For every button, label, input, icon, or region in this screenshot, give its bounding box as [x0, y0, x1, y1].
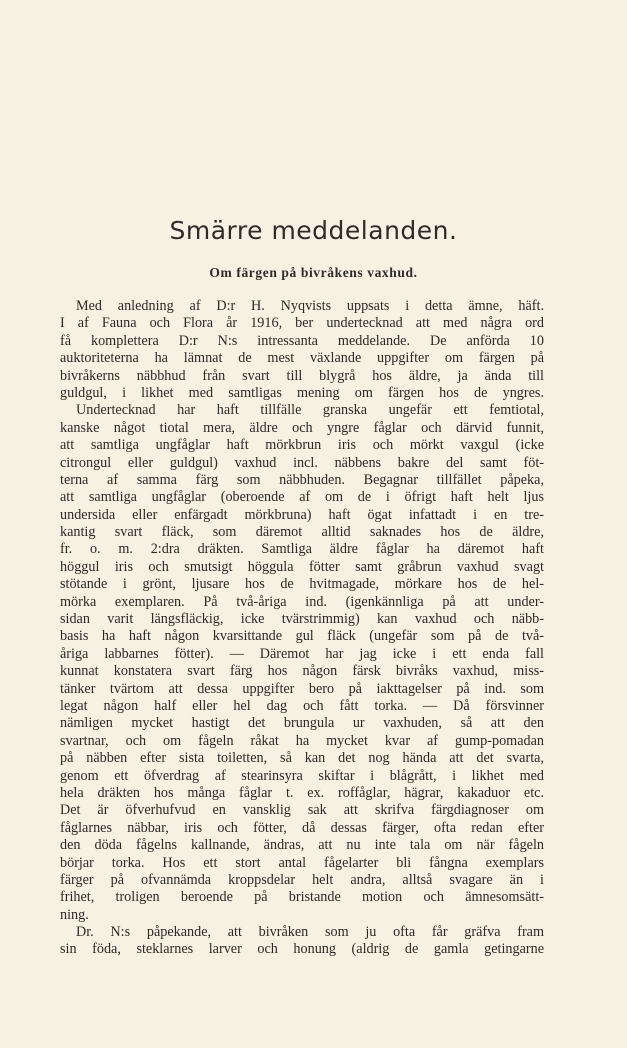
text-line: ning. — [60, 906, 89, 923]
text-line: genom ett öfverdrag af stearinsyra skiftar i blågrått, i likhet med — [60, 767, 544, 784]
section-heading: Smärre meddelanden. — [169, 216, 458, 245]
article-title: Om färgen på bivråkens vaxhud. — [209, 265, 418, 280]
text-line: färger på ofvannämda kroppsdelar helt andra, alltså svagare än i — [60, 871, 544, 888]
text-line: kantig svart fläck, som däremot alltid saknades hos de äldre, — [60, 524, 544, 541]
text-line: undersida eller enfärgadt mörkbruna) haft ögat infattadt i en tre- — [60, 506, 544, 523]
text-line: nämligen mycket hastigt det brungula ur vaxhuden, så att den — [60, 715, 544, 732]
text-line: Dr. N:s påpekande, att bivråken som ju ofta får gräfva fram — [76, 924, 544, 941]
text-line: stötande i grönt, ljusare hos de hvitmagade, mörkare hos de hel- — [60, 576, 544, 593]
text-line: svartnar, och om fågeln råkat ha mycket kvar af gump-pomadan — [60, 732, 544, 749]
text-line: I af Fauna och Flora år 1916, ber undertecknad att med några ord — [60, 315, 544, 332]
text-line: guldgul, i likhet med samtligas mening om färgen hos de yngres. — [60, 384, 544, 401]
text-line: Det är öfverhufvud en vansklig sak att skrifva färgdiagnoser om — [60, 802, 544, 819]
text-line: mörka exemplaren. På två-åriga ind. (igenkännliga på att under- — [60, 593, 544, 610]
text-line: kanske något tiotal mera, äldre och yngre fåglar och därvid funnit, — [60, 419, 544, 436]
text-line: basis ha haft någon kvarsittande gul fläck (ungefär som på de två- — [60, 628, 544, 645]
text-line: frihet, troligen beroende på bristande motion och ämnesomsätt- — [60, 889, 544, 906]
text-line: att samtliga ungfåglar haft mörkbrun iris och mörkt vaxgul (icke — [60, 437, 544, 454]
text-line: börjar torka. Hos ett stort antal fågelarter bli fångna exemplars — [60, 854, 544, 871]
text-line: tänker tvärtom att dessa uppgifter bero på iakttagelser på ind. som — [60, 680, 544, 697]
text-line: höggul iris och smutsigt höggula fötter samt gråbrun vaxhud svagt — [60, 558, 544, 575]
text-line: kunnat konstatera svart färg hos någon färsk bivråks vaxhud, miss- — [60, 663, 544, 680]
text-line: på näbben efter sista toiletten, så kan det nog hända att det svarta, — [60, 750, 544, 767]
text-line: få komplettera D:r N:s intressanta meddelande. De anförda 10 — [60, 332, 544, 349]
text-line: bivråkerns näbbhud från svart till blygrå hos äldre, ja ända till — [60, 367, 544, 384]
text-line: auktoriteterna ha lämnat de mest växlande uppgifter om färgen på — [60, 350, 544, 367]
text-line: fr. o. m. 2:dra dräkten. Samtliga äldre fåglar ha däremot haft — [60, 541, 544, 558]
text-line: att samtliga ungfåglar (oberoende af om de i öfrigt haft helt ljus — [60, 489, 544, 506]
text-line: citrongul eller guldgul) vaxhud incl. näbbens bakre del samt föt- — [60, 454, 544, 471]
text-line: legat någon half eller hel dag och fått torka. — Då försvinner — [60, 697, 544, 714]
article-body — [60, 298, 544, 959]
text-line: sin föda, steklarnes larver och honung (aldrig de gamla getingarne — [60, 941, 544, 958]
text-line: åriga labbarnes fötter). — Däremot har jag icke i ett enda fall — [60, 645, 544, 662]
text-line: Undertecknad har haft tillfälle granska ungefär ett femtiotal, — [76, 402, 544, 419]
text-line: fåglarnes näbbar, iris och fötter, då dessas färger, ofta redan efter — [60, 819, 544, 836]
text-line: hela dräkten hos många fåglar t. ex. roffåglar, hägrar, kakaduor etc. — [60, 784, 544, 801]
text-line: den döda fågelns kallnande, ändras, att nu inte tala om när fågeln — [60, 837, 544, 854]
text-line: sidan varit längsfläckig, icke tvärstrimmig) kan vaxhud och näbb- — [60, 611, 544, 628]
text-line: terna af samma färg som näbbhuden. Begagnar tillfället påpeka, — [60, 471, 544, 488]
text-line: Med anledning af D:r H. Nyqvists uppsats i detta ämne, häft. — [76, 298, 544, 314]
